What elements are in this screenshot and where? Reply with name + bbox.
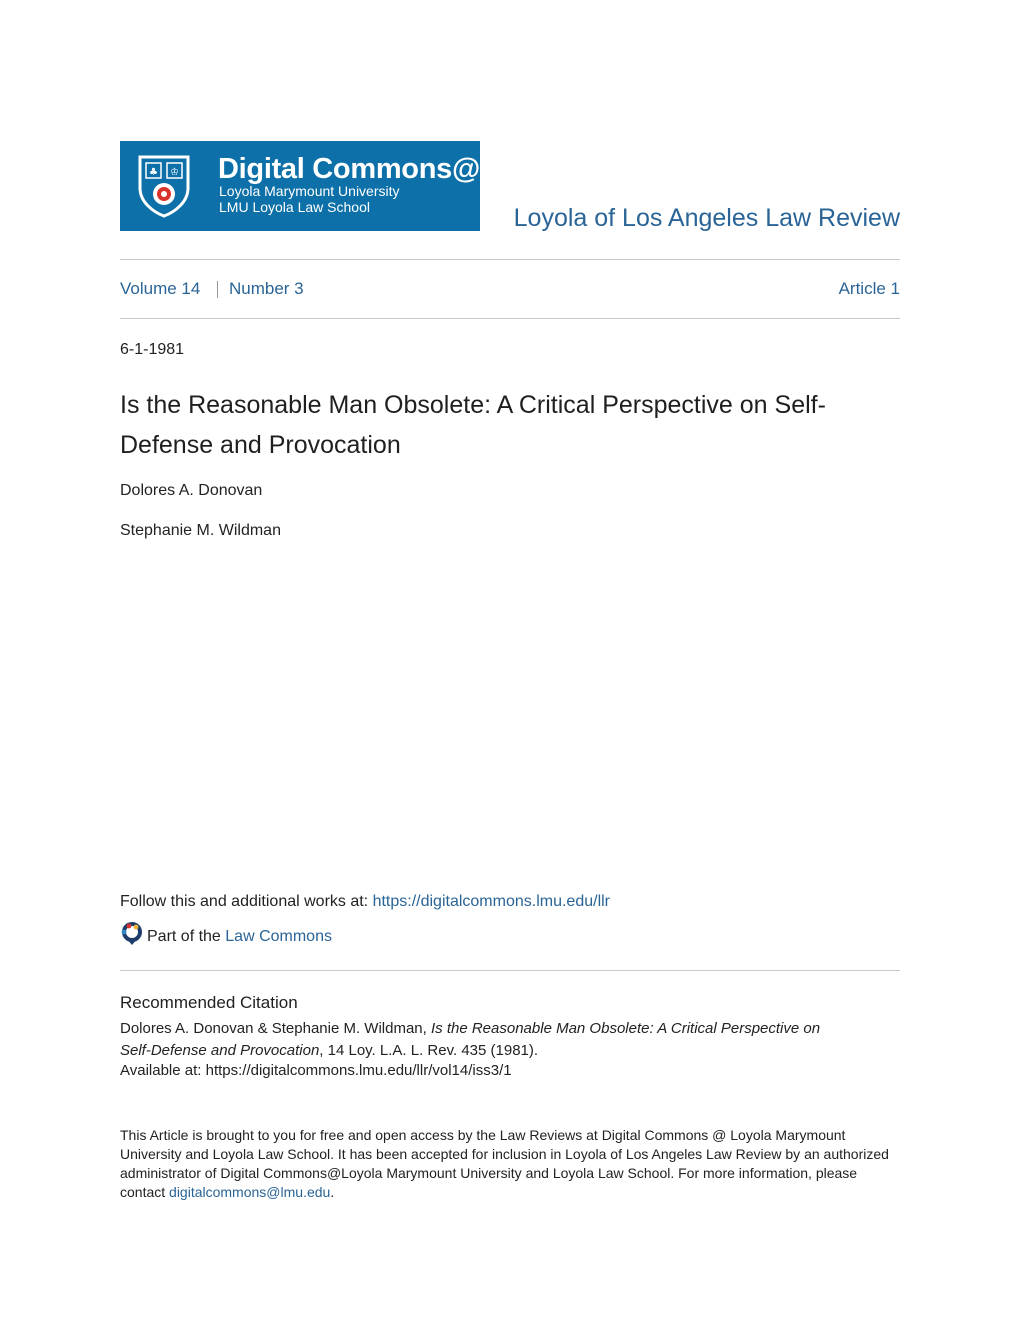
lmu-shield-icon xyxy=(137,154,191,218)
author-name[interactable]: Dolores A. Donovan xyxy=(120,482,263,499)
law-commons-link[interactable]: Law Commons xyxy=(225,928,332,945)
access-notice-text: This Article is brought to you for free and open access by the Law Reviews at Digital Commons @ Loyola Marymount University and Loyola Law School. It has been accepted for inclusion in Loyola of Los Angeles Law Review by an authorized administrator of Digital Commons@Loyola Marymount University and Loyola Law School. For more information, please contact xyxy=(120,1127,889,1200)
article-title-line-1: Is the Reasonable Man Obsolete: A Critical Perspective on Self- xyxy=(120,391,826,419)
digital-commons-logo[interactable] xyxy=(120,141,480,231)
available-at: Available at: https://digitalcommons.lmu.edu/llr/vol14/iss3/1 xyxy=(120,1062,512,1079)
part-of-text-wrap xyxy=(147,928,332,946)
number-link[interactable]: Number 3 xyxy=(229,279,304,298)
svg-text:♔: ♔ xyxy=(170,167,179,178)
logo-university-name: Loyola Marymount University xyxy=(219,183,400,199)
follow-text: Follow this and additional works at: xyxy=(120,893,373,910)
article-title-line-2: Defense and Provocation xyxy=(120,431,401,459)
journal-title-link[interactable]: Loyola of Los Angeles Law Review xyxy=(513,204,900,232)
access-notice-end: . xyxy=(330,1184,335,1200)
citation-title-part-1: Is the Reasonable Man Obsolete: A Critical Perspective on xyxy=(431,1020,821,1037)
citation-line-2 xyxy=(120,1040,910,1062)
access-notice xyxy=(120,1126,900,1202)
citation-line-1 xyxy=(120,1018,910,1040)
follow-line xyxy=(120,893,610,911)
svg-text:♣: ♣ xyxy=(149,167,158,178)
citation-source: , 14 Loy. L.A. L. Rev. 435 (1981). xyxy=(319,1042,539,1059)
contact-email-link[interactable]: digitalcommons@lmu.edu xyxy=(169,1184,331,1200)
publication-date: 6-1-1981 xyxy=(120,341,185,358)
volume-link[interactable]: Volume 14 xyxy=(120,279,201,298)
divider xyxy=(120,970,900,971)
citation-title-part-2: Self-Defense and Provocation xyxy=(120,1042,320,1059)
recommended-citation-heading: Recommended Citation xyxy=(120,993,298,1012)
article-title xyxy=(120,385,910,465)
collection-url-link[interactable]: https://digitalcommons.lmu.edu/llr xyxy=(372,893,611,910)
divider xyxy=(120,318,900,319)
citation-text xyxy=(120,1018,910,1062)
citation-authors: Dolores A. Donovan & Stephanie M. Wildman, xyxy=(120,1020,431,1037)
part-of-text: Part of the xyxy=(147,928,226,945)
network-icon xyxy=(120,922,144,946)
logo-title: Digital Commons@ xyxy=(218,153,480,185)
logo-school-name: LMU Loyola Law School xyxy=(219,199,370,215)
issue-navigation xyxy=(120,279,900,301)
divider xyxy=(120,259,900,260)
author-name[interactable]: Stephanie M. Wildman xyxy=(120,522,281,539)
article-link[interactable]: Article 1 xyxy=(838,279,900,298)
separator xyxy=(217,281,218,298)
